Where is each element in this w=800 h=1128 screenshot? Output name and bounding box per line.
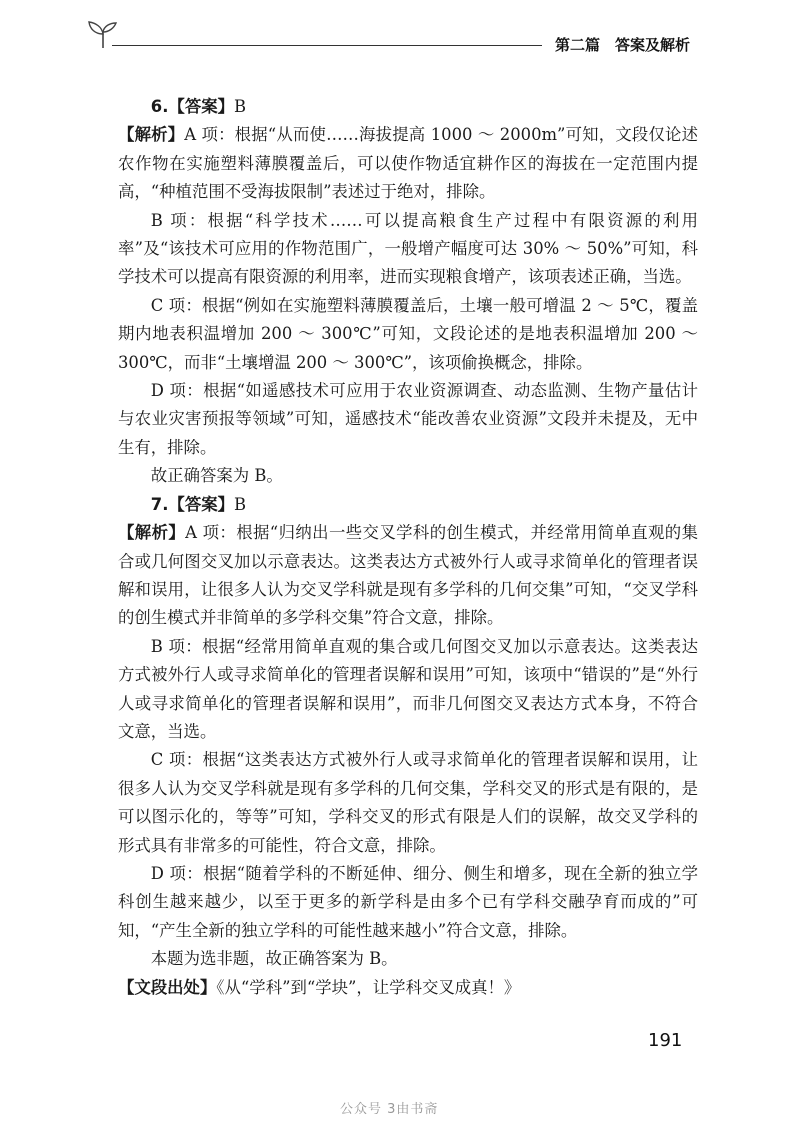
analysis-6-d: D 项：根据“如遥感技术可应用于农业资源调查、动态监测、生物产量估计与农业灾害预报等领域”可知，遥感技术“能改善农业资源”文段并未提及，无中生有，排除。 (118, 381, 698, 457)
analysis-6-b: B 项：根据“科学技术……可以提高粮食生产过程中有限资源的利用率”及“该技术可应用的作物范围广，一般增产幅度可达 30% ～ 50%”可知，科学技术可以提高有限资源的利用率，进而实现粮食增产，该项表述正确，当选。 (118, 210, 698, 287)
source-line (118, 974, 698, 1002)
answer-label: 6.【答案】 (150, 97, 234, 116)
page-number: 191 (648, 1030, 683, 1051)
watermark: 公众号 3由书斋 (340, 1102, 439, 1117)
conclusion-6: 故正确答案为 B。 (150, 466, 283, 486)
page-header (0, 0, 800, 70)
answer-value: B (234, 97, 247, 116)
answer-6-line (118, 93, 698, 121)
analysis-7-c: C 项：根据“这类表达方式被外行人或寻求简单化的管理者误解和误用，让很多人认为交叉学科就是现有多学科的几何交集，学科交叉的形式是有限的，是可以图示化的，等等”可知，学科交叉的形式有限是人们的误解，故交叉学科的形式具有非常多的可能性，符合文意，排除。 (118, 750, 698, 855)
analysis-7-a (118, 519, 698, 633)
answer-value: B (234, 494, 247, 514)
analysis-6-a (118, 121, 698, 206)
conclusion-7: 本题为选非题，故正确答案为 B。 (150, 949, 398, 969)
analysis-text: A 项：根据“从而使……海拔提高 1000 ～ 2000m”可知，文段仅论述农作物在实施塑料薄膜覆盖后，可以使作物适宜耕作区的海拔在一定范围内提高，“种植范围不受海拔限制”表述过于绝对，排除。 (118, 125, 699, 202)
analysis-label: 【解析】 (118, 523, 186, 543)
header-title: 第二篇 答案及解析 (555, 36, 691, 54)
analysis-6-c: C 项：根据“例如在实施塑料薄膜覆盖后，土壤一般可增温 2 ～ 5℃，覆盖期内地表积温增加 200 ～ 300℃”可知，文段论述的是地表积温增加 200 ～ 300℃，而非“土壤增温 200 ～ 300℃”，该项偷换概念，排除。 (118, 295, 698, 372)
analysis-text: A 项：根据“归纳出一些交叉学科的创生模式，并经常用简单直观的集合或几何图交叉加以示意表达。这类表达方式被外行人或寻求简单化的管理者误解和误用，让很多人认为交叉学科就是现有多学科的几何交集”可知，“交叉学科的创生模式并非简单的多学科交集”符合文意，排除。 (118, 523, 698, 628)
answer-7-line (118, 491, 698, 519)
analysis-label: 【解析】 (118, 125, 185, 145)
source-title: 《从“学科”到“学块”，让学科交叉成真！》 (216, 977, 521, 997)
answer-label: 7.【答案】 (150, 494, 234, 514)
analysis-7-b: B 项：根据“经常用简单直观的集合或几何图交叉加以示意表达。这类表达方式被外行人或寻求简单化的管理者误解和误用”可知，该项中“错误的”是“外行人或寻求简单化的管理者误解和误用”，而非几何图交叉表达方式本身，不符合文意，当选。 (118, 636, 698, 741)
source-label: 【文段出处】 (118, 977, 217, 997)
analysis-7-d: D 项：根据“随着学科的不断延伸、细分、侧生和增多，现在全新的独立学科创生越来越少，以至于更多的新学科是由多个已有学科交融孕育而成的”可知，“产生全新的独立学科的可能性越来越小”符合文意，排除。 (118, 863, 698, 940)
header-rule (112, 45, 542, 46)
answer-content (118, 93, 698, 1002)
